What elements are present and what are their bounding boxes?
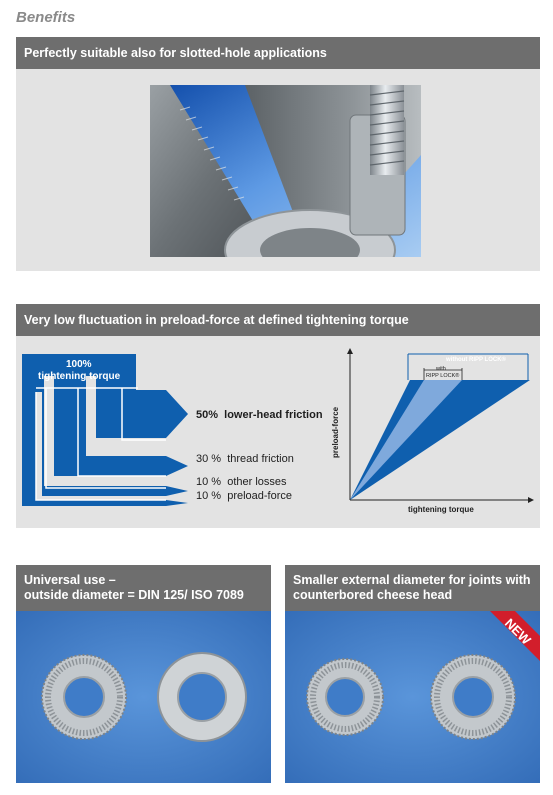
breakdown-label: lower-head friction: [224, 409, 323, 421]
section-heading-text: Perfectly suitable also for slotted-hole applications: [24, 46, 327, 60]
heading-line-1: Universal use –: [24, 573, 116, 587]
breakdown-item-other: [196, 476, 287, 488]
heading-line-2: counterbored cheese head: [293, 588, 453, 602]
smaller-washers-photo: [285, 611, 540, 783]
heading-line-1: Smaller external diameter for joints with: [293, 573, 531, 587]
section-heading-universal: [16, 565, 271, 611]
breakdown-label: preload-force: [227, 490, 293, 502]
new-badge-text: NEW: [501, 615, 534, 648]
without-label: without RIPP LOCK®: [446, 357, 506, 363]
preload-graph: [330, 340, 536, 520]
breakdown-item-thread: [196, 453, 294, 465]
torque-breakdown-diagram: [16, 336, 196, 528]
with-label-1: with: [436, 366, 446, 372]
section-heading-slotted-hole: [16, 37, 540, 69]
breakdown-percent: 30 %: [196, 453, 222, 465]
graph-y-label: preload-force: [331, 406, 340, 458]
heading-line-2: outside diameter = DIN 125/ ISO 7089: [24, 588, 244, 602]
section-heading-preload: [16, 304, 540, 336]
graph-x-label: tightening torque: [408, 505, 474, 514]
with-label-2: RIPP LOCK®: [426, 373, 460, 379]
breakdown-item-lower-head: [196, 409, 323, 421]
torque-box-line1: 100%: [66, 359, 92, 370]
breakdown-percent: 10 %: [196, 476, 222, 488]
page-title: Benefits: [16, 9, 76, 26]
breakdown-label: other losses: [227, 476, 287, 488]
section-heading-smaller-diameter: [285, 565, 540, 611]
breakdown-percent: 10 %: [196, 490, 222, 502]
breakdown-percent: 50%: [196, 409, 219, 421]
breakdown-item-preload: [196, 490, 292, 502]
breakdown-label: thread friction: [227, 453, 294, 465]
universal-washers-photo: [16, 611, 271, 783]
torque-box-line2: tightening torque: [38, 371, 121, 382]
slotted-hole-photo: [150, 85, 421, 257]
section-heading-text: Very low fluctuation in preload-force at defined tightening torque: [24, 313, 409, 327]
